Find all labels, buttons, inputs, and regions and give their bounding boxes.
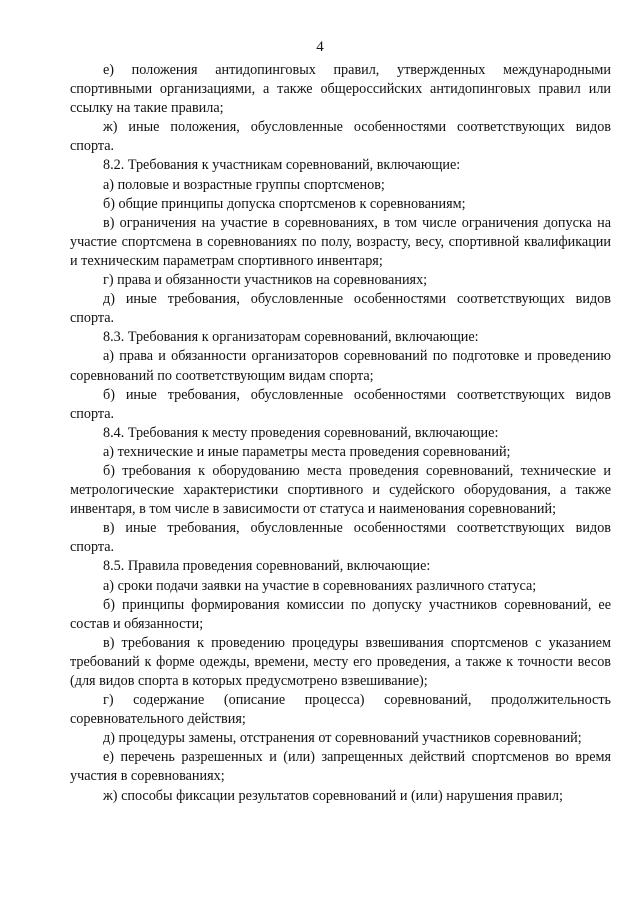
section-heading-8-3: 8.3. Требования к организаторам соревнований, включающие: bbox=[103, 329, 479, 346]
paragraph-8-3-a: а) права и обязанности организаторов соревнований по подготовке и проведению соревнований по соответствующим видам спорта; bbox=[70, 348, 611, 384]
paragraph-8-2-g: г) права и обязанности участников на соревнованиях; bbox=[103, 272, 428, 289]
paragraph-e-antidoping: е) положения антидопинговых правил, утвержденных международными спортивными организациями, а также общероссийских антидопинговых правил или ссылку на такие правила; bbox=[70, 62, 611, 117]
section-heading-8-4: 8.4. Требования к месту проведения соревнований, включающие: bbox=[103, 424, 499, 441]
paragraph-8-3-b: б) иные требования, обусловленные особенностями соответствующих видов спорта. bbox=[70, 386, 611, 422]
section-heading-8-2: 8.2. Требования к участникам соревнований, включающие: bbox=[103, 157, 461, 174]
paragraph-8-2-d: д) иные требования, обусловленные особенностями соответствующих видов спорта. bbox=[70, 291, 611, 327]
paragraph-8-5-v: в) требования к проведению процедуры взвешивания спортсменов с указанием требований к форме одежды, времени, месту его проведения, а также к точности весов (для видов спорта в которых предусмотрено взвешивание); bbox=[70, 634, 611, 689]
paragraph-8-2-b: б) общие принципы допуска спортсменов к соревнованиям; bbox=[103, 195, 466, 212]
document-body bbox=[70, 61, 611, 806]
paragraph-8-2-v: в) ограничения на участие в соревнованиях, в том числе ограничения допуска на участие спортсмена в соревнованиях по полу, возрасту, весу, спортивной квалификации и техническим параметрам спортивного инвентаря; bbox=[70, 214, 611, 269]
paragraph-8-4-b: б) требования к оборудованию места проведения соревнований, технические и метрологические характеристики спортивного и судейского оборудования, а также инвентаря, в том числе в зависимости от статуса и наименования соревнований; bbox=[70, 462, 611, 518]
paragraph-8-5-g: г) содержание (описание процесса) соревнований, продолжительность соревновательного действия; bbox=[70, 692, 611, 728]
paragraph-8-5-e: е) перечень разрешенных и (или) запрещенных действий спортсменов во время участия в соревнованиях; bbox=[70, 749, 611, 785]
paragraph-8-5-zh: ж) способы фиксации результатов соревнований и (или) нарушения правил; bbox=[103, 787, 563, 804]
paragraph-8-4-v: в) иные требования, обусловленные особенностями соответствующих видов спорта. bbox=[70, 520, 611, 556]
paragraph-8-4-a: а) технические и иные параметры места проведения соревнований; bbox=[103, 443, 511, 460]
paragraph-zh-other-provisions: ж) иные положения, обусловленные особенностями соответствующих видов спорта. bbox=[70, 119, 611, 155]
paragraph-8-5-b: б) принципы формирования комиссии по допуску участников соревнований, ее состав и обязанности; bbox=[70, 596, 611, 632]
section-heading-8-5: 8.5. Правила проведения соревнований, включающие: bbox=[103, 558, 431, 575]
paragraph-8-5-d: д) процедуры замены, отстранения от соревнований участников соревнований; bbox=[103, 730, 582, 747]
page-number: 4 bbox=[316, 39, 324, 55]
paragraph-8-2-a: а) половые и возрастные группы спортсменов; bbox=[103, 176, 385, 193]
paragraph-8-5-a: а) сроки подачи заявки на участие в соревнованиях различного статуса; bbox=[103, 577, 537, 594]
